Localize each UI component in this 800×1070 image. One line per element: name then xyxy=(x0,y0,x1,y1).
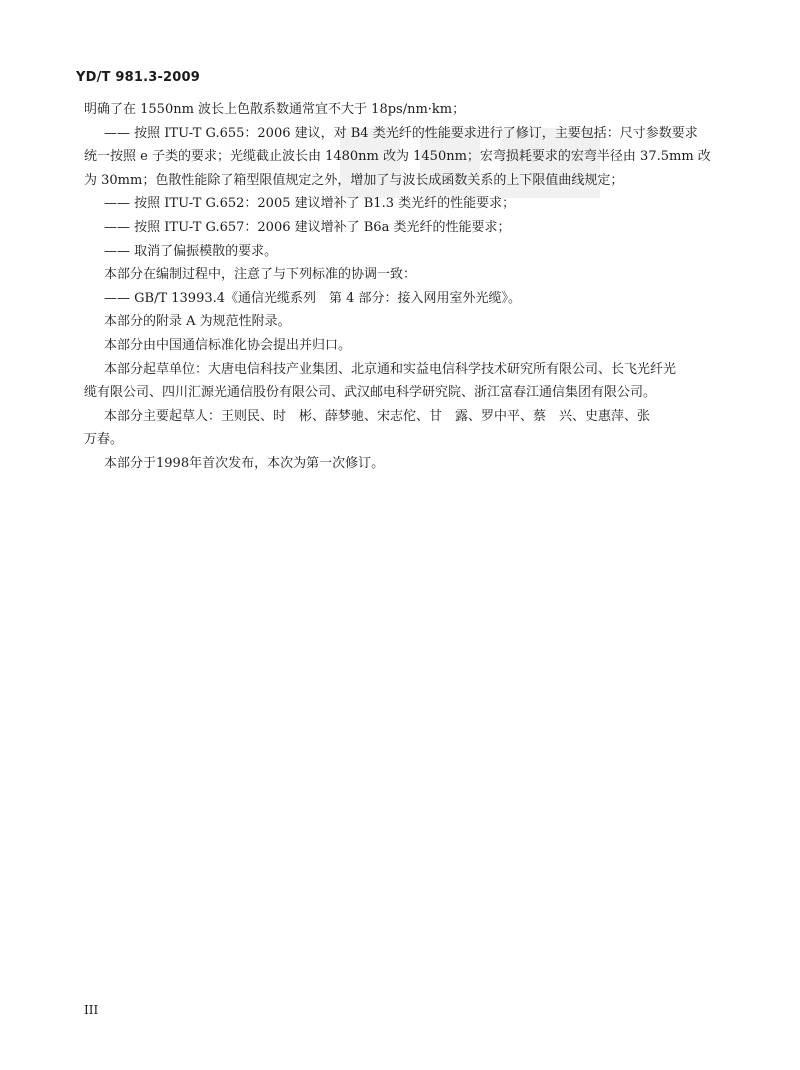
list-item-g657: —— 按照 ITU-T G.657：2006 建议增补了 B6a 类光纤的性能要求； xyxy=(104,219,511,235)
list-item-g652: —— 按照 ITU-T G.652：2005 建议增补了 B1.3 类光纤的性能要求； xyxy=(104,196,516,212)
page-number: III xyxy=(84,1003,99,1017)
text-line: 明确了在 1550nm 波长上色散系数通常宜不大于 18ps/nm·km； xyxy=(84,102,466,117)
coordination-intro: 本部分在编制过程中，注意了与下列标准的协调一致： xyxy=(104,267,417,283)
list-item-g655-continued: 为 30mm；色散性能除了箱型限值规定之外，增加了与波长成函数关系的上下限值曲线规定； xyxy=(84,172,624,188)
document-code: YD/T 981.3-2009 xyxy=(76,70,201,85)
release-history: 本部分于1998年首次发布，本次为第一次修订。 xyxy=(104,455,385,471)
list-item-pmd: —— 取消了偏振模散的要求。 xyxy=(104,243,278,259)
main-drafters: 本部分主要起草人：王则民、时 彬、薛梦驰、宋志佗、甘 露、罗中平、蔡 兴、史惠萍、张 xyxy=(104,408,651,424)
proposer-note: 本部分由中国通信标准化协会提出并归口。 xyxy=(104,337,352,353)
main-drafters-continued: 万春。 xyxy=(84,432,124,448)
drafting-units: 本部分起草单位：大唐电信科技产业集团、北京通和实益电信科学技术研究所有限公司、长飞光纤光 xyxy=(104,361,677,377)
appendix-note: 本部分的附录 A 为规范性附录。 xyxy=(104,314,291,330)
drafting-units-continued: 缆有限公司、四川汇源光通信股份有限公司、武汉邮电科学研究院、浙江富春江通信集团有限公司。 xyxy=(84,385,657,401)
coordination-item: —— GB/T 13993.4《通信光缆系列 第 4 部分：接入网用室外光缆》。 xyxy=(104,290,522,306)
list-item-g655-continued: 统一按照 e 子类的要求；光缆截止波长由 1480nm 改为 1450nm；宏弯损耗要求的宏弯半径由 37.5mm 改 xyxy=(84,149,711,165)
document-body xyxy=(84,98,718,476)
list-item-g655: —— 按照 ITU-T G.655：2006 建议，对 B4 类光纤的性能要求进行了修订，主要包括：尺寸参数要求 xyxy=(104,125,698,141)
